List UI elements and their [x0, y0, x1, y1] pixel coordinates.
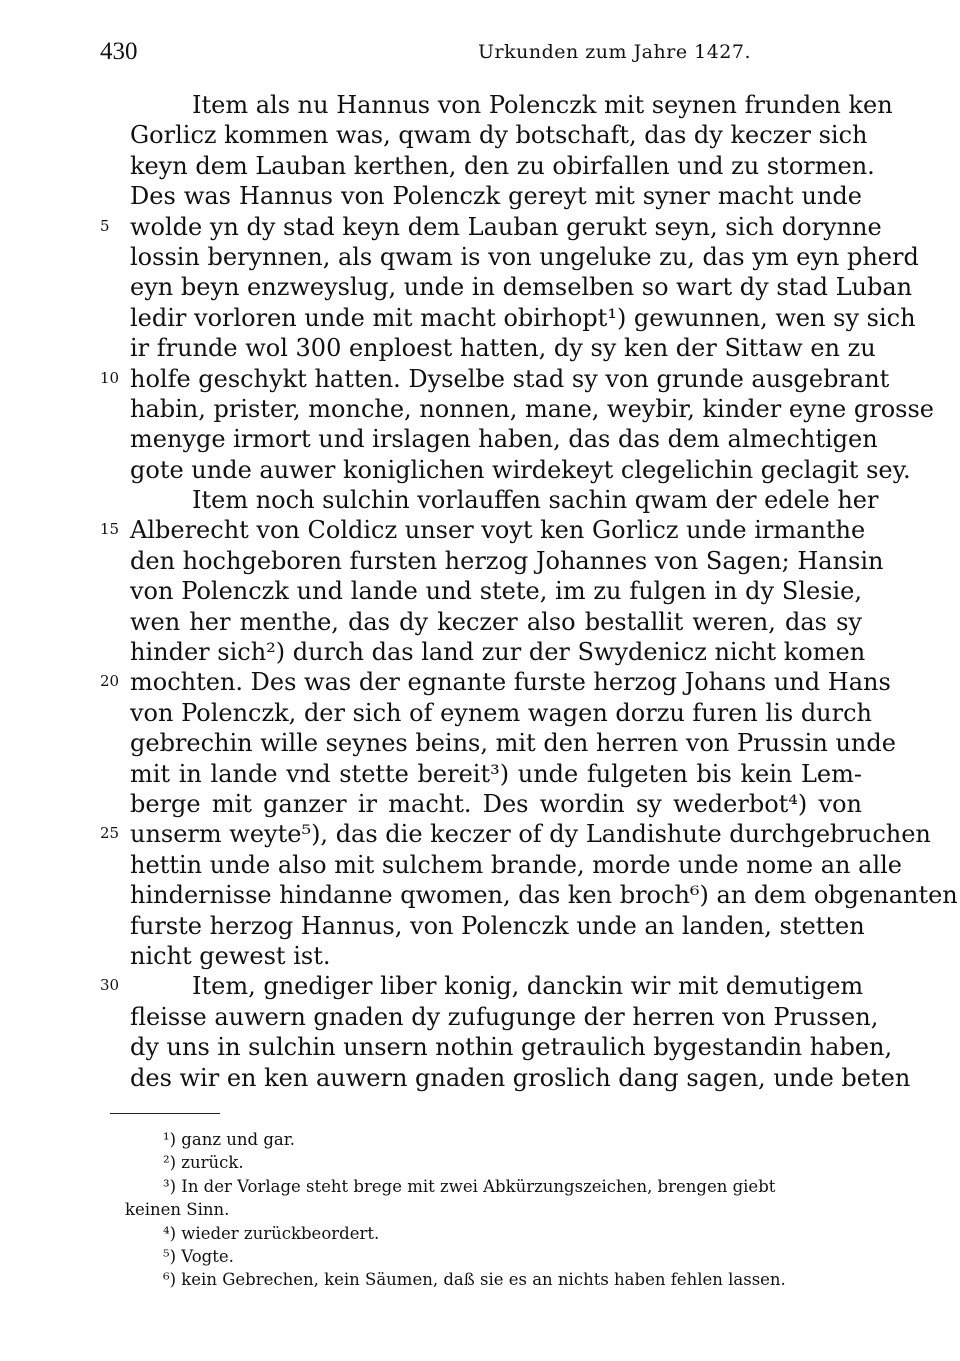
line-text: Des was Hannus von Polenczk gereyt mit syner macht unde: [130, 182, 862, 211]
footnote-rule: [110, 1113, 220, 1114]
line-text: keyn dem Lauban kerthen, den zu obirfallen und zu stormen.: [130, 151, 875, 180]
line-text: eyn beyn enzweyslug, unde in demselben so wart dy stad Luban: [130, 273, 913, 302]
text-line: [130, 759, 862, 789]
footnote-line: ¹) ganz und gar.: [163, 1130, 296, 1149]
line-text: wen her menthe, das dy keczer also bestallit weren, das sy: [130, 607, 862, 636]
line-text: gote unde auwer koniglichen wirdekeyt clegelichin geclagit sey.: [130, 455, 911, 484]
line-text: Item, gnediger liber konig, danckin wir mit demutigem: [192, 972, 864, 1001]
footnote-line: ²) zurück.: [163, 1153, 244, 1173]
text-line: [130, 576, 862, 606]
footnote-line: ³) In der Vorlage steht brege mit zwei Abkürzungszeichen, brengen giebt: [163, 1176, 776, 1196]
running-head: Urkunden zum Jahre 1427.: [478, 41, 752, 63]
line-number: 5: [100, 216, 110, 235]
line-number: 10: [100, 368, 120, 387]
line-text: mochten. Des was der egnante furste herzog Johans und Hans: [130, 668, 891, 697]
text-line: [130, 242, 919, 272]
text-line: [130, 728, 896, 758]
text-line: [130, 698, 873, 728]
text-line: [100, 819, 931, 849]
text-line: [130, 90, 893, 120]
line-text: hettin unde also mit sulchem brande, morde unde nome an alle: [130, 850, 903, 879]
line-text: unserm weyte⁵), das die keczer of dy Landishute durchgebruchen: [130, 820, 931, 849]
text-line: [130, 637, 866, 667]
text-line: [130, 455, 911, 485]
footnote-line: ⁴) wieder zurückbeordert.: [163, 1223, 380, 1243]
text-line: [130, 120, 868, 150]
line-text: den hochgeboren fursten herzog Johannes von Sagen; Hansin: [130, 546, 884, 575]
line-text: Alberecht von Coldicz unser voyt ken Gorlicz unde irmanthe: [130, 516, 866, 545]
line-text: von Polenczk, der sich of eynem wagen dorzu furen lis durch: [130, 698, 873, 727]
footnote-line: keinen Sinn.: [125, 1200, 230, 1220]
line-text: lossin berynnen, als qwam is von ungeluke zu, das ym eyn pherd: [130, 242, 919, 271]
text-line: [130, 1063, 911, 1093]
text-line: [130, 850, 903, 880]
text-line: [130, 1032, 893, 1062]
footnote-line: ⁵) Vogte.: [163, 1246, 234, 1266]
line-text: dy uns in sulchin unsern nothin getraulich bygestandin haben,: [130, 1033, 893, 1062]
line-text: menyge irmort und irslagen haben, das das dem almechtigen: [130, 425, 878, 454]
body-text: [100, 90, 958, 1093]
page-header: [100, 38, 860, 72]
line-number: 25: [100, 824, 120, 843]
text-line: [130, 607, 862, 637]
text-line: [130, 333, 876, 363]
text-line: [130, 181, 862, 211]
footnotes: [125, 1128, 865, 1292]
text-line: [130, 941, 862, 971]
text-line: [100, 212, 882, 242]
line-text: Item als nu Hannus von Polenczk mit seynen frunden ken: [192, 91, 893, 119]
text-line: [130, 911, 865, 941]
line-number: 15: [100, 520, 120, 539]
line-text: Item noch sulchin vorlauffen sachin qwam der edele her: [192, 486, 879, 515]
text-line: [130, 880, 958, 910]
line-text: nicht gewest ist.: [130, 941, 331, 970]
line-text: holfe geschykt hatten. Dyselbe stad sy von grunde ausgebrant: [130, 364, 890, 393]
line-text: habin, prister, monche, nonnen, mane, weybir, kinder eyne grosse: [130, 394, 934, 423]
line-text: hindernisse hindanne qwomen, das ken broch⁶) an dem obgenanten: [130, 881, 958, 910]
line-text: des wir en ken auwern gnaden groslich dang sagen, unde beten: [130, 1063, 911, 1092]
line-text: ir frunde wol 300 enploest hatten, dy sy ken der Sittaw en zu: [130, 334, 876, 363]
line-number: 20: [100, 672, 120, 691]
text-line: [130, 789, 862, 819]
line-text: hinder sich²) durch das land zur der Swydenicz nicht komen: [130, 638, 866, 667]
text-line: [100, 515, 866, 545]
text-line: [130, 303, 916, 333]
text-line: [130, 546, 884, 576]
text-line: [100, 364, 890, 394]
line-text: fleisse auwern gnaden dy zufugunge der herren von Prussen,: [130, 1002, 879, 1031]
line-number: 30: [100, 976, 120, 995]
line-text: wolde yn dy stad keyn dem Lauban gerukt seyn, sich dorynne: [130, 212, 882, 241]
text-line: [130, 1002, 879, 1032]
line-text: mit in lande vnd stette bereit³) unde fulgeten bis kein Lem-: [130, 759, 862, 788]
line-text: gebrechin wille seynes beins, mit den herren von Prussin unde: [130, 729, 896, 758]
text-line: [130, 424, 878, 454]
text-line: [100, 971, 864, 1001]
text-line: [130, 151, 875, 181]
line-text: berge mit ganzer ir macht. Des wordin sy wederbot⁴) von: [130, 789, 862, 818]
line-text: ledir vorloren unde mit macht obirhopt¹) gewunnen, wen sy sich: [130, 303, 916, 332]
line-text: Gorlicz kommen was, qwam dy botschaft, das dy keczer sich: [130, 121, 868, 150]
text-line: [130, 272, 913, 302]
text-line: [130, 485, 879, 515]
text-line: [100, 667, 891, 697]
footnote-line: ⁶) kein Gebrechen, kein Säumen, daß sie es an nichts haben fehlen lassen.: [163, 1270, 786, 1290]
page-number: 430: [100, 38, 138, 65]
line-text: furste herzog Hannus, von Polenczk unde an landen, stetten: [130, 911, 865, 940]
line-text: von Polenczk und lande und stete, im zu fulgen in dy Slesie,: [130, 577, 862, 606]
text-line: [130, 394, 934, 424]
